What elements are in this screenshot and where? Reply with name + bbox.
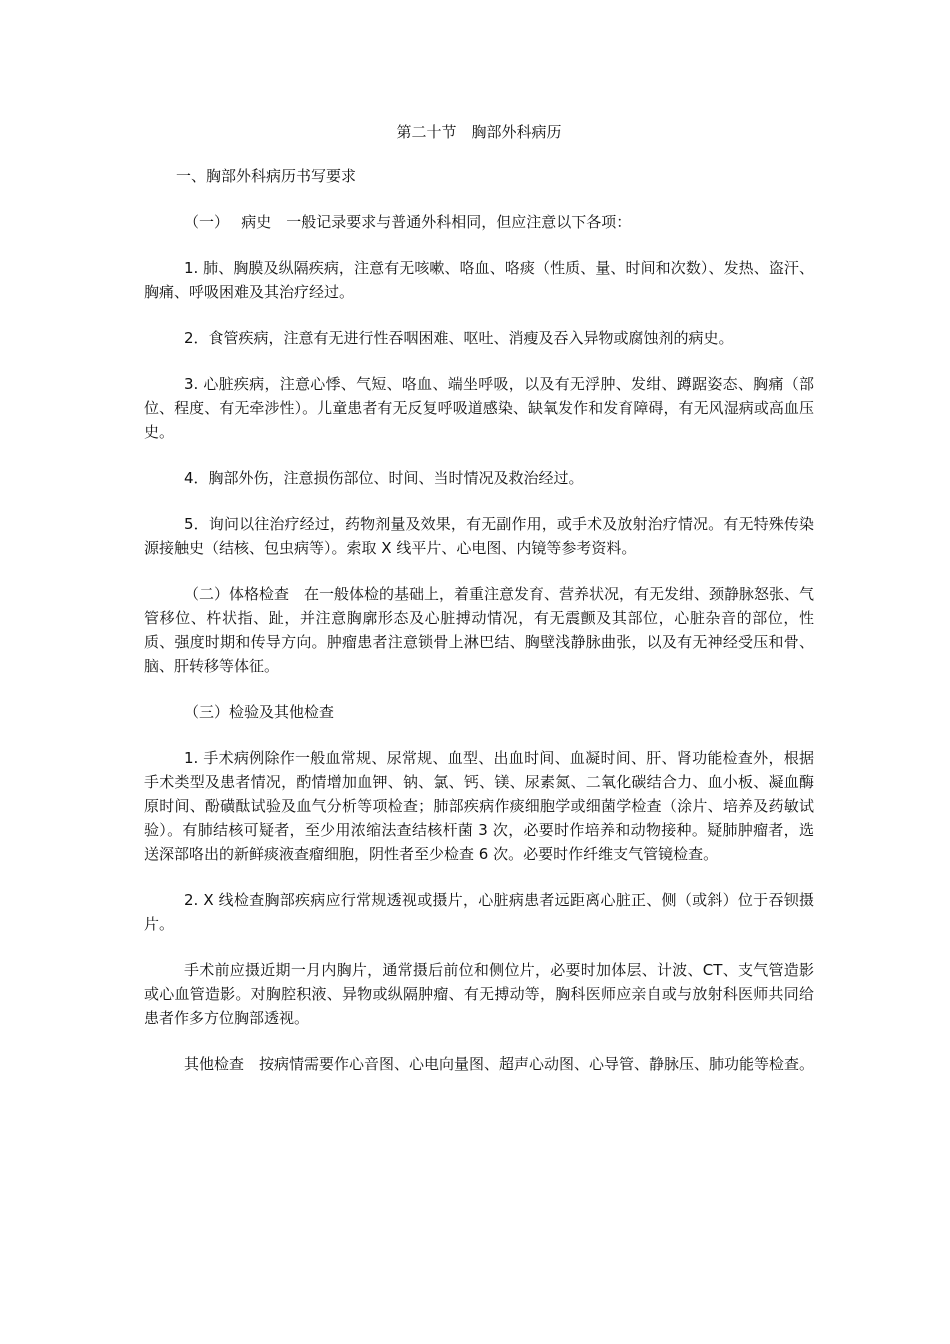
paragraph-esophageal-disease: 2．食管疾病，注意有无进行性吞咽困难、呕吐、消瘦及吞入异物或腐蚀剂的病史。 <box>184 329 734 347</box>
lab-exam-heading: （三）检验及其他检查 <box>184 703 335 721</box>
paragraph-treatment-history: 5．询问以往治疗经过，药物剂量及效果，有无副作用，或手术及放射治疗情况。有无特殊传染源接触史（结核、包虫病等）。索取 X 线平片、心电图、内镜等参考资料。 <box>144 515 814 557</box>
document-page <box>144 120 814 1098</box>
chapter-heading: 一、胸部外科病历书写要求 <box>176 167 357 185</box>
history-heading: （一） 病史 一般记录要求与普通外科相同，但应注意以下各项： <box>184 213 632 231</box>
paragraph-preop-imaging: 手术前应摄近期一月内胸片，通常摄后前位和侧位片，必要时加体层、计波、CT、支气管造影或心血管造影。对胸腔积液、异物或纵隔肿瘤、有无搏动等，胸科医师应亲自或与放射科医师共同给患者作多方位胸部透视。 <box>144 961 814 1027</box>
section-title: 第二十节 胸部外科病历 <box>396 123 562 141</box>
paragraph-physical-exam: （二）体格检查 在一般体检的基础上，着重注意发育、营养状况，有无发绀、颈静脉怒张、气管移位、杵状指、趾，并注意胸廓形态及心脏搏动情况，有无震颤及其部位，心脏杂音的部位，性质、强度时期和传导方向。肿瘤患者注意锁骨上淋巴结、胸壁浅静脉曲张，以及有无神经受压和骨、脑、肝转移等体征。 <box>144 585 815 675</box>
paragraph-other-exams: 其他检查 按病情需要作心音图、心电向量图、超声心动图、心导管、静脉压、肺功能等检查。 <box>184 1055 815 1073</box>
paragraph-chest-trauma: 4．胸部外伤，注意损伤部位、时间、当时情况及救治经过。 <box>184 469 584 487</box>
paragraph-lung-disease: 1. 肺、胸膜及纵隔疾病，注意有无咳嗽、咯血、咯痰（性质、量、时间和次数）、发热、盗汗、胸痛、呼吸困难及其治疗经过。 <box>144 259 814 301</box>
paragraph-lab-tests: 1. 手术病例除作一般血常规、尿常规、血型、出血时间、血凝时间、肝、肾功能检查外，根据手术类型及患者情况，酌情增加血钾、钠、氯、钙、镁、尿素氮、二氧化碳结合力、血小板、凝血酶原时间、酚磺酞试验及血气分析等项检查；肺部疾病作痰细胞学或细菌学检查（涂片、培养及药敏试验）。有肺结核可疑者，至少用浓缩法查结核杆菌 3 次，必要时作培养和动物接种。疑肺肿瘤者，选送深部咯出的新鲜痰液查瘤细胞，阴性者至少检查 6 次。必要时作纤维支气管镜检查。 <box>144 749 814 863</box>
paragraph-heart-disease: 3. 心脏疾病，注意心悸、气短、咯血、端坐呼吸，以及有无浮肿、发绀、蹲踞姿态、胸痛（部位、程度、有无牵涉性）。儿童患者有无反复呼吸道感染、缺氧发作和发育障碍，有无风湿病或高血压史。 <box>144 375 814 441</box>
paragraph-xray: 2. X 线检查胸部疾病应行常规透视或摄片，心脏病患者远距离心脏正、侧（或斜）位于吞钡摄片。 <box>144 891 814 933</box>
